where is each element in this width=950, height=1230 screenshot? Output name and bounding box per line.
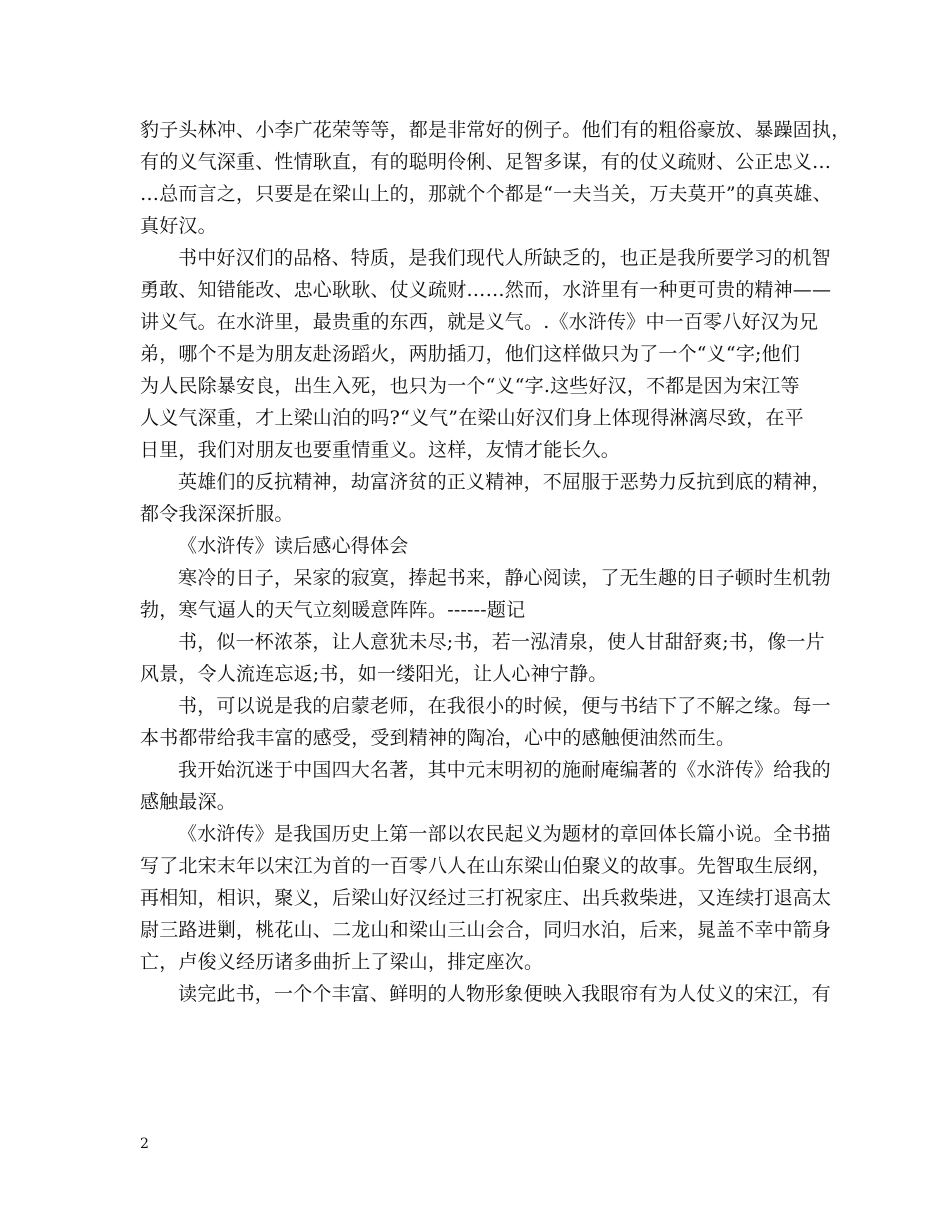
text-line: 书中好汉们的品格、特质，是我们现代人所缺乏的，也正是我所要学习的机智 [178,247,831,269]
text-line: 书，可以说是我的启蒙老师，在我很小的时候，便与书结下了不解之缘。每一 [178,695,831,717]
document-body [140,114,851,1010]
text-line: 人义气深重，才上梁山泊的吗?“义气”在梁山好汉们身上体现得淋漓尽致，在平 [140,407,804,429]
text-line: 都令我深深折服。 [140,503,294,525]
text-line: 日里，我们对朋友也要重情重义。这样，友情才能长久。 [140,439,621,461]
text-line: 风景，令人流连忘返;书，如一缕阳光，让人心神宁静。 [140,663,608,685]
text-line: 有的义气深重、性情耿直，有的聪明伶俐、足智多谋，有的仗义疏财、公正忠义… [140,151,832,173]
page-number: 2 [140,1136,149,1152]
section-heading: 《水浒传》读后感心得体会 [178,535,409,557]
text-line: 感触最深。 [140,791,237,813]
text-line: 勇敢、知错能改、忠心耿耿、仗义疏财……然而，水浒里有一种更可贵的精神—— [140,279,832,301]
text-line: 豹子头林冲、小李广花荣等等，都是非常好的例子。他们有的粗俗豪放、暴躁固执， [140,119,851,141]
text-line: 读完此书，一个个丰富、鲜明的人物形象便映入我眼帘有为人仗义的宋江，有 [178,983,831,1005]
text-line: 为人民除暴安良，出生入死，也只为一个“义“字.这些好汉，不都是因为宋江等 [140,375,800,397]
text-line: 亡，卢俊义经历诸多曲折上了梁山，排定座次。 [140,951,544,973]
text-line: 寒冷的日子，呆家的寂寞，捧起书来，静心阅读，了无生趣的日子顿时生机勃 [178,567,831,589]
text-line: 书，似一杯浓茶，让人意犹未尽;书，若一泓清泉，使人甘甜舒爽;书，像一片 [178,631,825,653]
text-line: 真好汉。 [140,215,217,237]
text-line: 我开始沉迷于中国四大名著，其中元末明初的施耐庵编著的《水浒传》给我的 [178,759,831,781]
text-line: 勃，寒气逼人的天气立刻暖意阵阵。------题记 [140,599,526,621]
text-line: 再相知，相识，聚义，后梁山好汉经过三打祝家庄、出兵救柴进，又连续打退高太 [140,887,832,909]
text-line: 尉三路进剿，桃花山、二龙山和梁山三山会合，同归水泊，后来，晁盖不幸中箭身 [140,919,832,941]
text-line: 《水浒传》是我国历史上第一部以农民起义为题材的章回体长篇小说。全书描 [178,823,831,845]
text-line: 弟，哪个不是为朋友赴汤蹈火，两肋插刀，他们这样做只为了一个“义“字;他们 [140,343,801,365]
text-line: 讲义气。在水浒里，最贵重的东西，就是义气。.《水浒传》中一百零八好汉为兄 [140,311,819,333]
text-line: …总而言之，只要是在梁山上的，那就个个都是“一夫当关，万夫莫开”的真英雄、 [140,183,832,205]
text-line: 写了北宋末年以宋江为首的一百零八人在山东梁山伯聚义的故事。先智取生辰纲， [140,855,832,877]
text-line: 本书都带给我丰富的感受，受到精神的陶冶，心中的感触便油然而生。 [140,727,736,749]
text-line: 英雄们的反抗精神，劫富济贫的正义精神，不屈服于恶势力反抗到底的精神， [178,471,831,493]
